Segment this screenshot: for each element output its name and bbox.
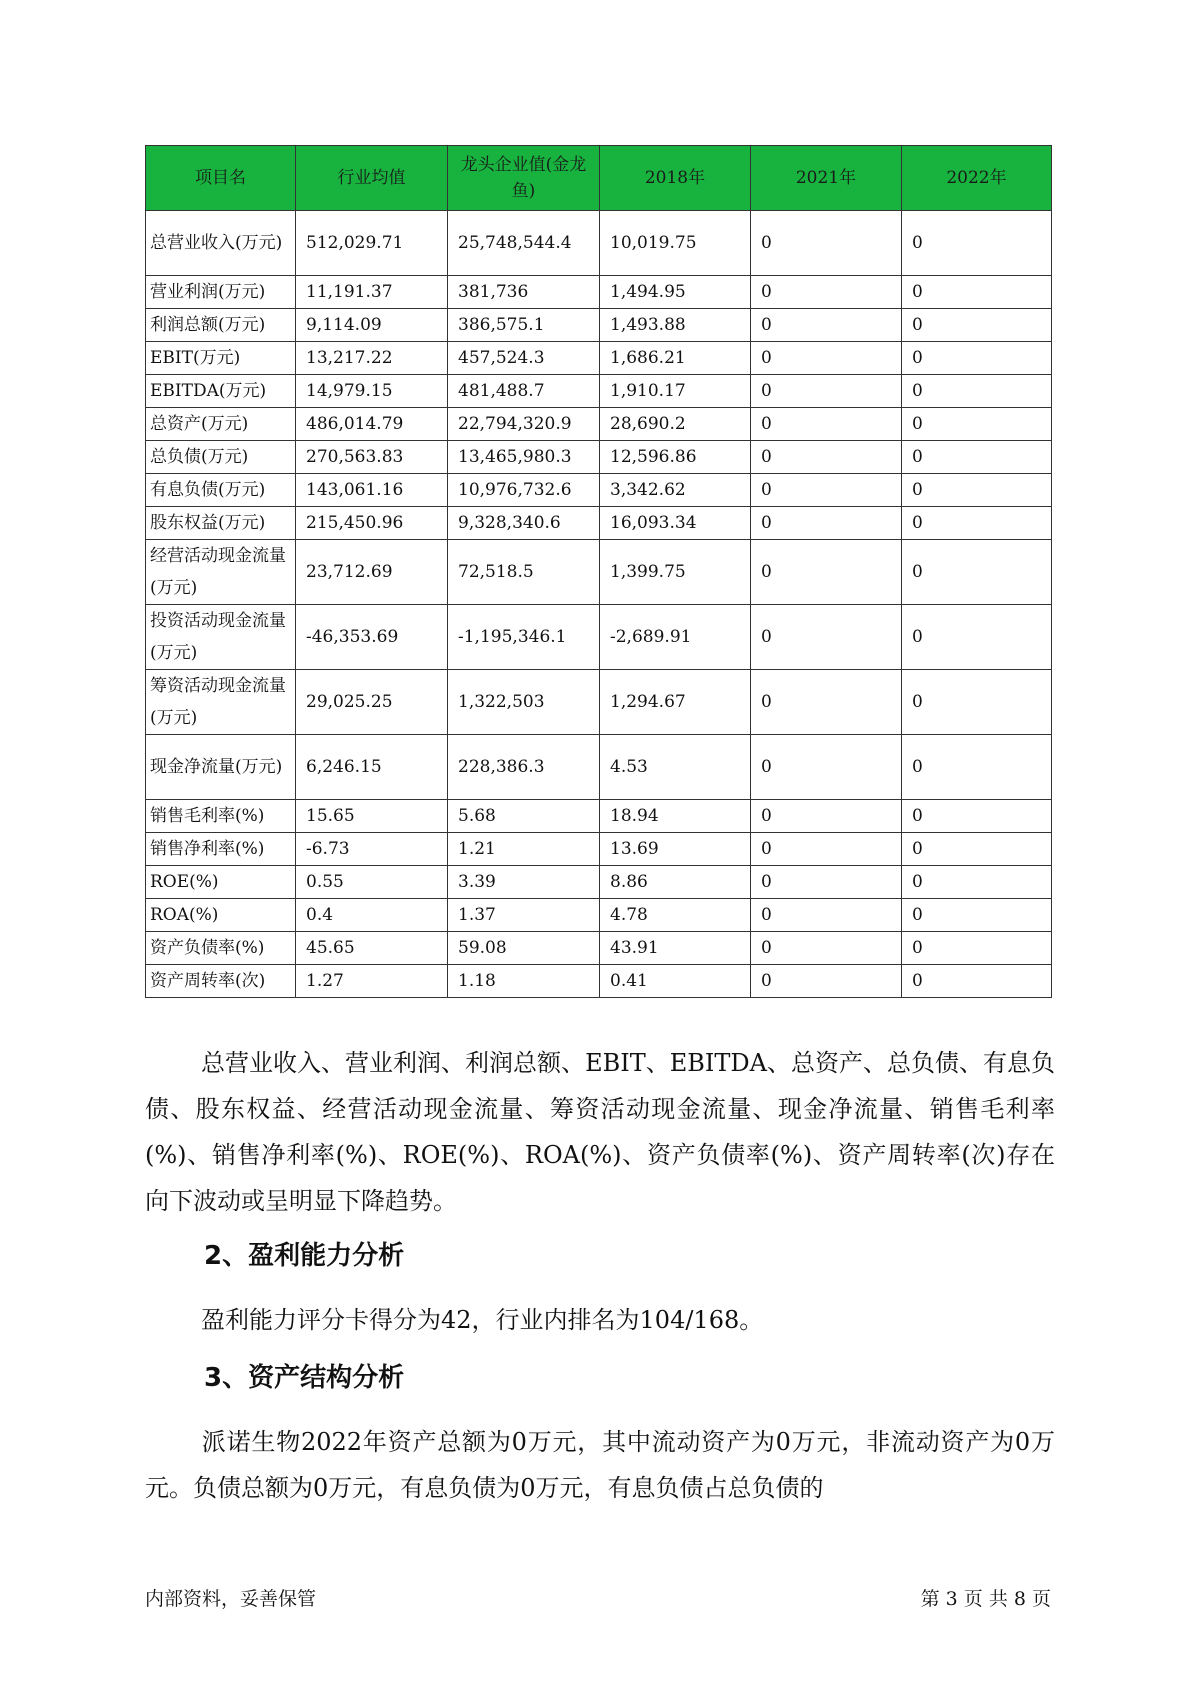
value-cell: 0: [751, 441, 902, 474]
value-cell: 481,488.7: [448, 375, 600, 408]
value-cell: 0: [751, 211, 902, 276]
table-header-row: [146, 146, 1052, 211]
value-cell: 215,450.96: [296, 507, 448, 540]
value-cell: 14,979.15: [296, 375, 448, 408]
value-cell: 1.37: [448, 899, 600, 932]
value-cell: 16,093.34: [600, 507, 751, 540]
table-row: [146, 342, 1052, 375]
value-cell: 0: [902, 800, 1052, 833]
table-row: [146, 507, 1052, 540]
value-cell: 0: [751, 408, 902, 441]
value-cell: 386,575.1: [448, 309, 600, 342]
row-label-cell: 筹资活动现金流量(万元): [146, 670, 296, 735]
financial-table: [145, 145, 1052, 998]
table-row: [146, 276, 1052, 309]
value-cell: 25,748,544.4: [448, 211, 600, 276]
value-cell: 0: [902, 540, 1052, 605]
value-cell: 0: [902, 309, 1052, 342]
table-row: [146, 605, 1052, 670]
row-label-cell: 有息负债(万元): [146, 474, 296, 507]
value-cell: 28,690.2: [600, 408, 751, 441]
value-cell: 9,328,340.6: [448, 507, 600, 540]
trend-paragraph: 总营业收入、营业利润、利润总额、EBIT、EBITDA、总资产、总负债、有息负债、股东权益、经营活动现金流量、筹资活动现金流量、现金净流量、销售毛利率(%)、销售净利率(%)、ROE(%)、ROA(%)、资产负债率(%)、资产周转率(次)存在向下波动或呈明显下降趋势。: [145, 1049, 1055, 1215]
table-row: [146, 735, 1052, 800]
value-cell: 0: [902, 211, 1052, 276]
heading-profit-analysis: 2、盈利能力分析: [204, 1241, 405, 1271]
value-cell: -46,353.69: [296, 605, 448, 670]
value-cell: -6.73: [296, 833, 448, 866]
footer-confidential-note: 内部资料，妥善保管: [145, 1588, 317, 1610]
row-label-cell: 总资产(万元): [146, 408, 296, 441]
profit-paragraph: 盈利能力评分卡得分为42，行业内排名为104/168。: [201, 1306, 764, 1334]
value-cell: 59.08: [448, 932, 600, 965]
table-header-cell: 龙头企业值(金龙鱼): [448, 146, 600, 211]
value-cell: 1,294.67: [600, 670, 751, 735]
row-label-cell: EBIT(万元): [146, 342, 296, 375]
table-row: [146, 408, 1052, 441]
footer-page-number: 第 3 页 共 8 页: [920, 1588, 1051, 1610]
row-label-cell: 资产负债率(%): [146, 932, 296, 965]
row-label-cell: ROE(%): [146, 866, 296, 899]
row-label-cell: 现金净流量(万元): [146, 735, 296, 800]
value-cell: 0: [902, 735, 1052, 800]
value-cell: 13.69: [600, 833, 751, 866]
value-cell: 0: [902, 408, 1052, 441]
table-row: [146, 833, 1052, 866]
table-header-cell: 项目名: [146, 146, 296, 211]
value-cell: 4.78: [600, 899, 751, 932]
table-row: [146, 474, 1052, 507]
value-cell: 0: [902, 833, 1052, 866]
row-label-cell: 总负债(万元): [146, 441, 296, 474]
value-cell: 43.91: [600, 932, 751, 965]
value-cell: 6,246.15: [296, 735, 448, 800]
value-cell: 0: [902, 375, 1052, 408]
table-row: [146, 309, 1052, 342]
value-cell: 457,524.3: [448, 342, 600, 375]
value-cell: 0: [902, 474, 1052, 507]
value-cell: 0: [751, 670, 902, 735]
value-cell: 0: [751, 276, 902, 309]
value-cell: 0: [902, 866, 1052, 899]
row-label-cell: 投资活动现金流量(万元): [146, 605, 296, 670]
value-cell: 228,386.3: [448, 735, 600, 800]
value-cell: 143,061.16: [296, 474, 448, 507]
value-cell: 512,029.71: [296, 211, 448, 276]
value-cell: 1,322,503: [448, 670, 600, 735]
value-cell: 381,736: [448, 276, 600, 309]
value-cell: 486,014.79: [296, 408, 448, 441]
value-cell: 45.65: [296, 932, 448, 965]
row-label-cell: ROA(%): [146, 899, 296, 932]
value-cell: -1,195,346.1: [448, 605, 600, 670]
table-row: [146, 540, 1052, 605]
value-cell: 0: [751, 309, 902, 342]
value-cell: 0.55: [296, 866, 448, 899]
table-row: [146, 965, 1052, 998]
table-row: [146, 670, 1052, 735]
value-cell: 0: [751, 735, 902, 800]
value-cell: 10,976,732.6: [448, 474, 600, 507]
value-cell: 0: [902, 965, 1052, 998]
value-cell: 0: [751, 965, 902, 998]
value-cell: 270,563.83: [296, 441, 448, 474]
table-row: [146, 866, 1052, 899]
table-row: [146, 211, 1052, 276]
value-cell: 72,518.5: [448, 540, 600, 605]
value-cell: 1,494.95: [600, 276, 751, 309]
value-cell: 0: [751, 833, 902, 866]
value-cell: 0: [751, 375, 902, 408]
table-row: [146, 441, 1052, 474]
value-cell: -2,689.91: [600, 605, 751, 670]
table-header-cell: 2018年: [600, 146, 751, 211]
row-label-cell: 股东权益(万元): [146, 507, 296, 540]
value-cell: 1.27: [296, 965, 448, 998]
row-label-cell: 营业利润(万元): [146, 276, 296, 309]
value-cell: 22,794,320.9: [448, 408, 600, 441]
value-cell: 3.39: [448, 866, 600, 899]
value-cell: 3,342.62: [600, 474, 751, 507]
value-cell: 1,910.17: [600, 375, 751, 408]
table-header-cell: 2022年: [902, 146, 1052, 211]
row-label-cell: EBITDA(万元): [146, 375, 296, 408]
table-body: [146, 211, 1052, 998]
row-label-cell: 经营活动现金流量(万元): [146, 540, 296, 605]
table-row: [146, 800, 1052, 833]
asset-paragraph: 派诺生物2022年资产总额为0万元，其中流动资产为0万元，非流动资产为0万元。负债总额为0万元，有息负债为0万元，有息负债占总负债的: [145, 1428, 1055, 1502]
value-cell: 0: [751, 800, 902, 833]
value-cell: 9,114.09: [296, 309, 448, 342]
value-cell: 0: [902, 342, 1052, 375]
value-cell: 0: [902, 932, 1052, 965]
value-cell: 0: [902, 276, 1052, 309]
value-cell: 0.41: [600, 965, 751, 998]
value-cell: 13,217.22: [296, 342, 448, 375]
value-cell: 0: [751, 866, 902, 899]
table-header-cell: 2021年: [751, 146, 902, 211]
heading-asset-structure: 3、资产结构分析: [204, 1363, 405, 1393]
value-cell: 1.18: [448, 965, 600, 998]
value-cell: 8.86: [600, 866, 751, 899]
value-cell: 0: [902, 507, 1052, 540]
value-cell: 5.68: [448, 800, 600, 833]
row-label-cell: 利润总额(万元): [146, 309, 296, 342]
row-label-cell: 资产周转率(次): [146, 965, 296, 998]
value-cell: 13,465,980.3: [448, 441, 600, 474]
value-cell: 0: [751, 899, 902, 932]
value-cell: 0: [751, 507, 902, 540]
row-label-cell: 总营业收入(万元): [146, 211, 296, 276]
value-cell: 1,686.21: [600, 342, 751, 375]
value-cell: 23,712.69: [296, 540, 448, 605]
value-cell: 0: [751, 932, 902, 965]
table-row: [146, 932, 1052, 965]
value-cell: 29,025.25: [296, 670, 448, 735]
value-cell: 0: [902, 899, 1052, 932]
value-cell: 0: [751, 605, 902, 670]
value-cell: 0: [751, 474, 902, 507]
table-row: [146, 899, 1052, 932]
value-cell: 1.21: [448, 833, 600, 866]
value-cell: 0.4: [296, 899, 448, 932]
value-cell: 15.65: [296, 800, 448, 833]
value-cell: 18.94: [600, 800, 751, 833]
value-cell: 11,191.37: [296, 276, 448, 309]
table-header-cell: 行业均值: [296, 146, 448, 211]
value-cell: 0: [902, 605, 1052, 670]
value-cell: 0: [751, 540, 902, 605]
value-cell: 0: [902, 670, 1052, 735]
value-cell: 12,596.86: [600, 441, 751, 474]
value-cell: 1,493.88: [600, 309, 751, 342]
row-label-cell: 销售毛利率(%): [146, 800, 296, 833]
row-label-cell: 销售净利率(%): [146, 833, 296, 866]
table-row: [146, 375, 1052, 408]
value-cell: 1,399.75: [600, 540, 751, 605]
value-cell: 10,019.75: [600, 211, 751, 276]
value-cell: 4.53: [600, 735, 751, 800]
value-cell: 0: [902, 441, 1052, 474]
value-cell: 0: [751, 342, 902, 375]
